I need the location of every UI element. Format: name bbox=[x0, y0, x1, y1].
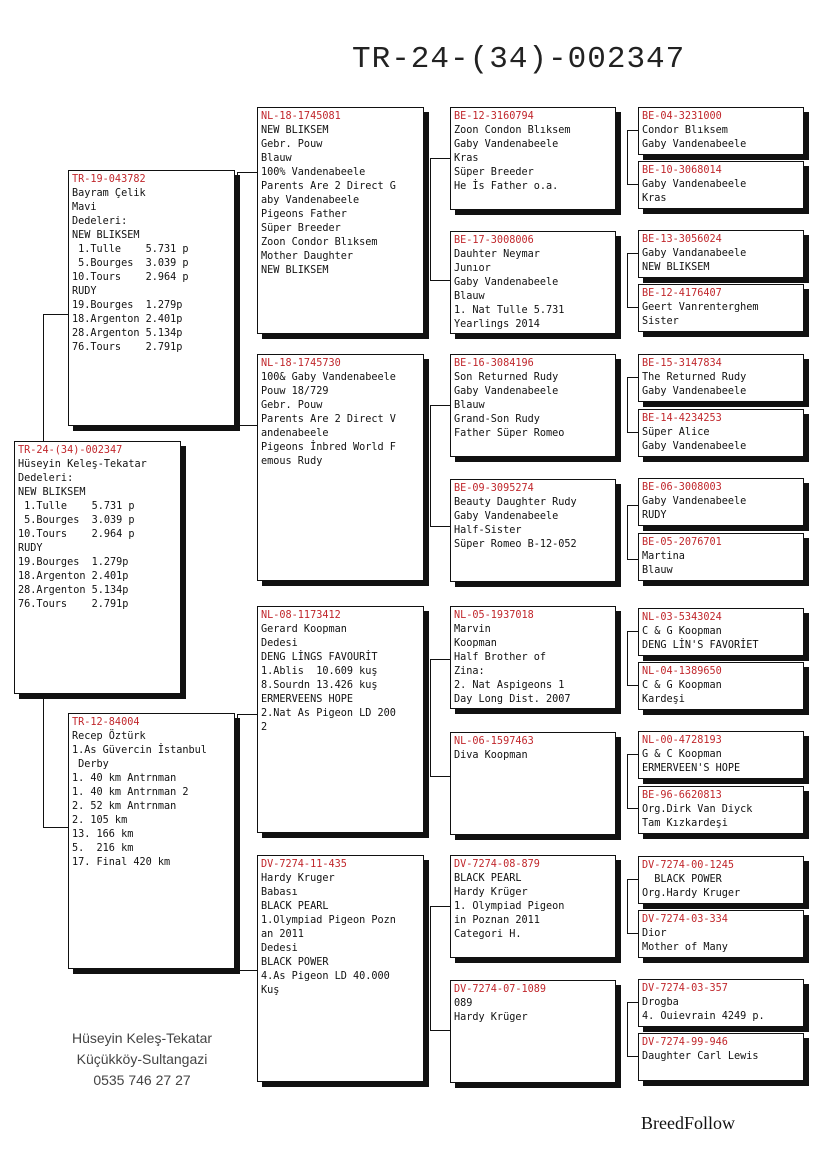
connector-line bbox=[627, 253, 628, 307]
connector-line bbox=[430, 906, 431, 1030]
pigeon-info: 100& Gaby Vandenabeele Pouw 18/729 Gebr. Pouw Parents Are 2 Direct V andenabeele Pigeons İnbred World F emous Rudy bbox=[261, 372, 396, 467]
pigeon-info: Hardy Kruger Babası BLACK PEARL 1.Olympiad Pigeon Pozn an 2011 Dedesi BLACK POWER 4.As Pigeon LD 40.000 Kuş bbox=[261, 873, 396, 996]
ring-number: DV-7274-00-1245 bbox=[642, 860, 735, 871]
ring-number: NL-18-1745730 bbox=[261, 358, 341, 369]
ring-number: NL-18-1745081 bbox=[261, 111, 341, 122]
pigeon-info: Son Returned Rudy Gaby Vandenabeele Blauw Grand-Son Rudy Father Süper Romeo bbox=[454, 372, 565, 439]
gg-grandparent-card bbox=[638, 354, 804, 402]
ring-number: BE-10-3068014 bbox=[642, 165, 722, 176]
gg-grandparent-card bbox=[638, 478, 804, 526]
ring-number: NL-03-5343024 bbox=[642, 612, 722, 623]
ring-number: BE-05-2076701 bbox=[642, 537, 722, 548]
pigeon-info: Daughter Carl Lewis bbox=[642, 1051, 759, 1062]
ring-number: TR-24-(34)-002347 bbox=[18, 445, 123, 456]
pigeon-info: Beauty Daughter Rudy Gaby Vandenabeele Half-Sister Süper Romeo B-12-052 bbox=[454, 497, 577, 550]
pigeon-info: Drogba 4. Ouievrain 4249 p. bbox=[642, 997, 765, 1022]
great-grandparent-card bbox=[450, 231, 616, 334]
pigeon-info: Bayram Çelik Mavi Dedeleri: NEW BLIKSEM 1.Tulle 5.731 p 5.Bourges 3.039 p 10.Tours 2.964 p RUDY 19.Bourges 1.279p 18.Argenton 2.401p 28.Argenton 5.134p 76.Tours 2.791p bbox=[72, 188, 189, 353]
pigeon-info: Geert Vanrenterghem Sister bbox=[642, 302, 759, 327]
breeder-location: Küçükköy-Sultangazi bbox=[76, 1051, 208, 1067]
pigeon-info: 089 Hardy Krüger bbox=[454, 998, 528, 1023]
gg-grandparent-card bbox=[638, 409, 804, 457]
connector-line bbox=[627, 307, 638, 308]
great-grandparent-card bbox=[450, 855, 616, 958]
connector-line bbox=[430, 280, 450, 281]
connector-line bbox=[43, 827, 69, 828]
connector-line bbox=[627, 631, 628, 685]
pigeon-info: Dior Mother of Many bbox=[642, 928, 728, 953]
connector-line bbox=[627, 130, 638, 131]
connector-line bbox=[430, 526, 450, 527]
connector-line bbox=[627, 1002, 638, 1003]
ring-number: BE-16-3084196 bbox=[454, 358, 534, 369]
ring-number: DV-7274-11-435 bbox=[261, 859, 347, 870]
connector-line bbox=[627, 1002, 628, 1056]
connector-line bbox=[627, 559, 638, 560]
connector-line bbox=[627, 754, 638, 755]
pigeon-info: Zoon Condon Blıksem Gaby Vandenabeele Kras Süper Breeder He İs Father o.a. bbox=[454, 125, 571, 192]
ring-number: BE-17-3008006 bbox=[454, 235, 534, 246]
grandparent-card bbox=[257, 606, 424, 833]
connector-line bbox=[430, 405, 431, 526]
pigeon-info: BLACK POWER Org.Hardy Kruger bbox=[642, 874, 741, 899]
gg-grandparent-card bbox=[638, 608, 804, 656]
subject-pigeon-card bbox=[14, 441, 181, 694]
pigeon-info: Marvin Koopman Half Brother of Zina: 2. Nat Aspigeons 1 Day Long Dist. 2007 bbox=[454, 624, 571, 705]
connector-line bbox=[430, 158, 431, 280]
pigeon-info: C & G Koopman DENG LİN'S FAVORİET bbox=[642, 626, 759, 651]
great-grandparent-card bbox=[450, 479, 616, 582]
pigeon-info: Gerard Koopman Dedesi DENG LİNGS FAVOURİT 1.Ablis 10.609 kuş 8.Sourdn 13.426 kuş ERMERVEENS HOPE 2.Nat As Pigeon LD 200 2 bbox=[261, 624, 396, 733]
ring-number: BE-06-3008003 bbox=[642, 482, 722, 493]
pigeon-info: Süper Alice Gaby Vandenabeele bbox=[642, 427, 747, 452]
gg-grandparent-card bbox=[638, 284, 804, 332]
ring-number: DV-7274-08-879 bbox=[454, 859, 540, 870]
connector-line bbox=[627, 879, 628, 933]
connector-line bbox=[627, 253, 638, 254]
gg-grandparent-card bbox=[638, 786, 804, 834]
connector-line bbox=[237, 970, 257, 971]
connector-line bbox=[627, 377, 628, 432]
pigeon-info: Martina Blauw bbox=[642, 551, 685, 576]
grandparent-card bbox=[257, 855, 424, 1082]
gg-grandparent-card bbox=[638, 161, 804, 209]
ring-number: BE-96-6620813 bbox=[642, 790, 722, 801]
connector-line bbox=[627, 631, 638, 632]
great-grandparent-card bbox=[450, 980, 616, 1083]
ring-number: NL-00-4728193 bbox=[642, 735, 722, 746]
gg-grandparent-card bbox=[638, 731, 804, 779]
pigeon-info: The Returned Rudy Gaby Vandenabeele bbox=[642, 372, 747, 397]
pigeon-info: Condor Blıksem Gaby Vandenabeele bbox=[642, 125, 747, 150]
connector-line bbox=[237, 714, 257, 715]
gg-grandparent-card bbox=[638, 662, 804, 710]
connector-line bbox=[43, 314, 69, 315]
ring-number: BE-12-3160794 bbox=[454, 111, 534, 122]
sire-card bbox=[68, 170, 235, 426]
ring-number: NL-04-1389650 bbox=[642, 666, 722, 677]
gg-grandparent-card bbox=[638, 230, 804, 278]
connector-line bbox=[237, 425, 257, 426]
grandparent-card bbox=[257, 107, 424, 334]
connector-line bbox=[627, 505, 628, 559]
connector-line bbox=[627, 184, 638, 185]
connector-line bbox=[627, 933, 638, 934]
grandparent-card bbox=[257, 354, 424, 581]
ring-number: BE-12-4176407 bbox=[642, 288, 722, 299]
connector-line bbox=[430, 405, 450, 406]
gg-grandparent-card bbox=[638, 533, 804, 581]
breeder-name: Hüseyin Keleş-Tekatar bbox=[71, 1030, 213, 1046]
connector-line bbox=[627, 685, 638, 686]
pigeon-info: Org.Dirk Van Diyck Tam Kızkardeşi bbox=[642, 804, 753, 829]
connector-line bbox=[430, 776, 450, 777]
ring-number: NL-08-1173412 bbox=[261, 610, 341, 621]
great-grandparent-card bbox=[450, 606, 616, 709]
ring-number: DV-7274-03-357 bbox=[642, 983, 728, 994]
connector-line bbox=[430, 659, 450, 660]
ring-number: DV-7274-99-946 bbox=[642, 1037, 728, 1048]
ring-number: BE-15-3147834 bbox=[642, 358, 722, 369]
connector-line bbox=[627, 505, 638, 506]
connector-line bbox=[627, 879, 638, 880]
connector-line bbox=[627, 754, 628, 808]
ring-number: TR-19-043782 bbox=[72, 174, 146, 185]
connector-line bbox=[430, 1030, 450, 1031]
great-grandparent-card bbox=[450, 107, 616, 210]
pigeon-info: Gaby Vandenabeele Kras bbox=[642, 179, 747, 204]
pigeon-info: NEW BLIKSEM Gebr. Pouw Blauw 100% Vandenabeele Parents Are 2 Direct G aby Vandenabeele Pigeons Father Süper Breeder Zoon Condor Blıksem Mother Daughter NEW BLIKSEM bbox=[261, 125, 396, 276]
pigeon-info: Diva Koopman bbox=[454, 750, 528, 761]
connector-line bbox=[627, 432, 638, 433]
ring-number: DV-7274-03-334 bbox=[642, 914, 728, 925]
great-grandparent-card bbox=[450, 732, 616, 835]
ring-number: NL-06-1597463 bbox=[454, 736, 534, 747]
brand-logo-text: BreedFollow bbox=[641, 1113, 735, 1133]
breeder-contact bbox=[52, 1028, 232, 1091]
ring-number: NL-05-1937018 bbox=[454, 610, 534, 621]
connector-line bbox=[430, 158, 450, 159]
gg-grandparent-card bbox=[638, 1033, 804, 1081]
gg-grandparent-card bbox=[638, 979, 804, 1027]
gg-grandparent-card bbox=[638, 107, 804, 155]
pigeon-info: G & C Koopman ERMERVEEN'S HOPE bbox=[642, 749, 741, 774]
great-grandparent-card bbox=[450, 354, 616, 457]
ring-number: BE-09-3095274 bbox=[454, 483, 534, 494]
ring-number: TR-12-84004 bbox=[72, 717, 140, 728]
pigeon-info: BLACK PEARL Hardy Krüger 1. Olympiad Pigeon in Poznan 2011 Categori H. bbox=[454, 873, 565, 940]
dam-card bbox=[68, 713, 235, 969]
connector-line bbox=[237, 172, 238, 425]
pigeon-info: Gaby Vandenabeele RUDY bbox=[642, 496, 747, 521]
pigeon-info: Recep Öztürk 1.As Güvercin İstanbul Derby 1. 40 km Antrnman 1. 40 km Antrnman 2 2. 52 km Antrnman 2. 105 km 13. 166 km 5. 216 km 17. Final 420 km bbox=[72, 731, 207, 868]
breeder-phone: 0535 746 27 27 bbox=[93, 1072, 191, 1088]
gg-grandparent-card bbox=[638, 910, 804, 958]
connector-line bbox=[430, 659, 431, 776]
connector-line bbox=[627, 377, 638, 378]
connector-line bbox=[627, 808, 638, 809]
connector-line bbox=[237, 714, 238, 970]
ring-number: DV-7274-07-1089 bbox=[454, 984, 547, 995]
gg-grandparent-card bbox=[638, 856, 804, 904]
ring-number: BE-14-4234253 bbox=[642, 413, 722, 424]
pigeon-info: Hüseyin Keleş-Tekatar Dedeleri: NEW BLIKSEM 1.Tulle 5.731 p 5.Bourges 3.039 p 10.Tours 2.964 p RUDY 19.Bourges 1.279p 18.Argenton 2.401p 28.Argenton 5.134p 76.Tours 2.791p bbox=[18, 459, 147, 610]
ring-number: BE-13-3056024 bbox=[642, 234, 722, 245]
connector-line bbox=[237, 172, 257, 173]
pigeon-info: Gaby Vandanabeele NEW BLIKSEM bbox=[642, 248, 747, 273]
connector-line bbox=[627, 130, 628, 184]
pedigree-title: TR-24-(34)-002347 bbox=[352, 42, 686, 77]
ring-number: BE-04-3231000 bbox=[642, 111, 722, 122]
connector-line bbox=[430, 906, 450, 907]
pigeon-info: Dauhter Neymar Junıor Gaby Vandenabeele Blauw 1. Nat Tulle 5.731 Yearlings 2014 bbox=[454, 249, 565, 330]
connector-line bbox=[627, 1056, 638, 1057]
pigeon-info: C & G Koopman Kardeşi bbox=[642, 680, 722, 705]
